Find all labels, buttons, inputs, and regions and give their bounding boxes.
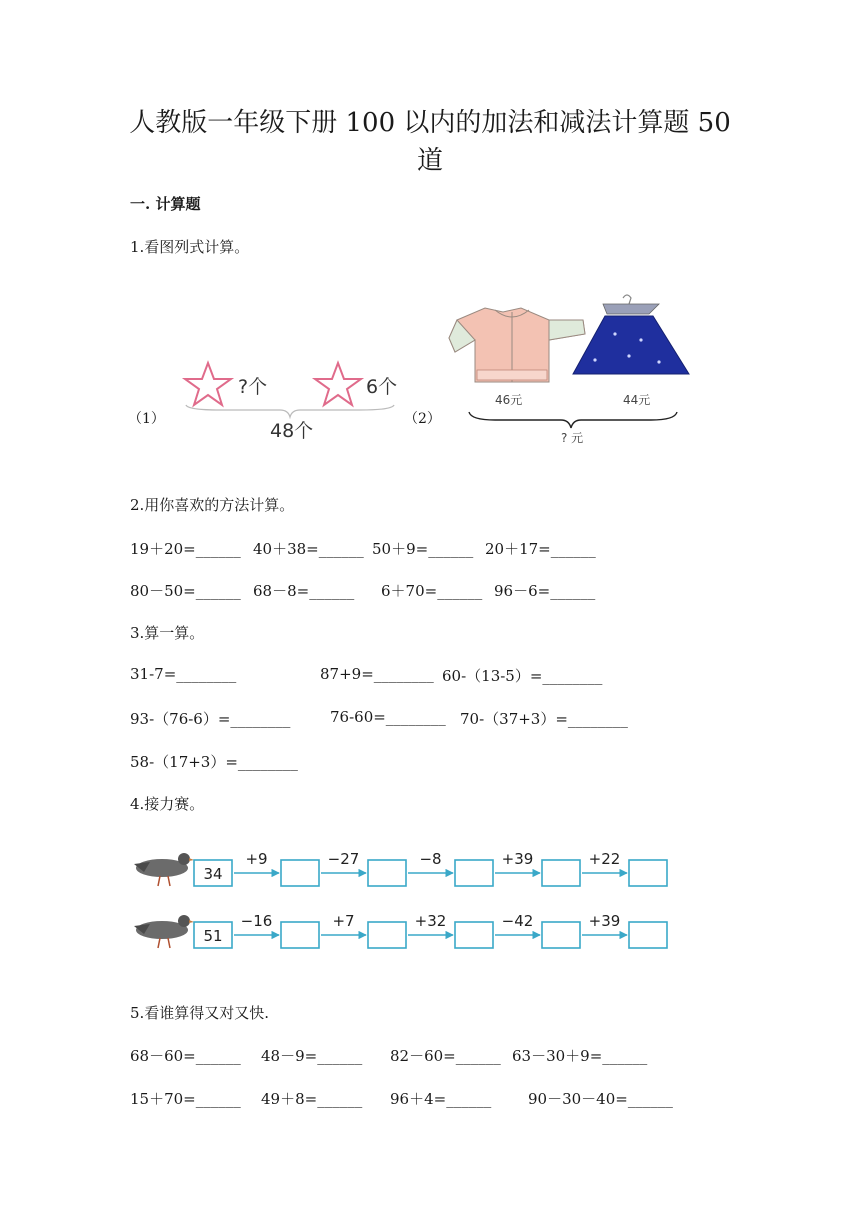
equation: 19＋20=______ (130, 540, 241, 558)
equation: 82－60=______ (390, 1047, 501, 1065)
equation-row (0, 665, 860, 687)
equation: 40＋38=______ (253, 540, 364, 558)
relay-race-figure (130, 840, 670, 960)
equation: 50＋9=______ (372, 540, 474, 558)
skirt-price-label: 44元 (623, 393, 651, 407)
equation: 96－6=______ (494, 582, 596, 600)
equation: 20＋17=______ (485, 540, 596, 558)
answer-box[interactable] (455, 860, 493, 886)
equation-row (0, 1045, 860, 1067)
answer-box[interactable] (455, 922, 493, 948)
equation-row (0, 708, 860, 730)
star-left-icon (185, 363, 231, 405)
operation-label: +39 (501, 850, 534, 868)
operation-label: +39 (588, 912, 621, 930)
answer-box[interactable] (542, 922, 580, 948)
answer-box[interactable] (368, 922, 406, 948)
question-1-prompt: 1.看图列式计算。 (130, 238, 250, 256)
equation: 6＋70=______ (381, 582, 483, 600)
question-5-prompt: 5.看谁算得又对又快. (130, 1004, 270, 1022)
question-3-prompt: 3.算一算。 (130, 624, 205, 642)
equation: 90－30－40=______ (528, 1090, 673, 1108)
start-number: 34 (203, 865, 223, 883)
section-heading: 一. 计算题 (130, 195, 201, 213)
star-right-label: 6个 (366, 376, 398, 398)
answer-box[interactable] (629, 922, 667, 948)
answer-box[interactable] (542, 860, 580, 886)
operation-label: +22 (588, 850, 621, 868)
clothes-figure (445, 290, 695, 450)
figure-2-label: （2） (404, 411, 441, 427)
operation-label: −16 (240, 912, 273, 930)
figure-1-label: （1） (128, 411, 165, 427)
start-number: 51 (203, 927, 223, 945)
answer-box[interactable] (281, 922, 319, 948)
equation-row (0, 580, 860, 602)
equation-row (0, 751, 860, 773)
skirt-icon (573, 295, 689, 374)
pigeon-icon (134, 915, 194, 948)
equation: 68－8=______ (253, 582, 355, 600)
star-right-icon (315, 363, 361, 405)
operation-label: +7 (332, 912, 355, 930)
equation: 49＋8=______ (261, 1090, 363, 1108)
operation-label: −42 (501, 912, 534, 930)
equation: 58-（17+3）=________ (130, 753, 298, 771)
equation: 60-（13-5）=________ (442, 667, 603, 685)
equation: 15＋70=______ (130, 1090, 241, 1108)
operation-label: +32 (414, 912, 447, 930)
stars-figure (180, 355, 410, 445)
equation: 68－60=______ (130, 1047, 241, 1065)
answer-box[interactable] (368, 860, 406, 886)
brace-icon (469, 412, 677, 428)
jacket-price-label: 46元 (495, 393, 523, 407)
equation: 31-7=________ (130, 665, 237, 683)
equation-row (0, 538, 860, 560)
operation-label: −8 (419, 850, 442, 868)
total-price-label: ? 元 (561, 431, 584, 445)
operation-label: −27 (327, 850, 360, 868)
answer-box[interactable] (281, 860, 319, 886)
equation: 87+9=________ (320, 665, 434, 683)
operation-label: +9 (245, 850, 268, 868)
question-2-prompt: 2.用你喜欢的方法计算。 (130, 496, 295, 514)
pigeon-icon (134, 853, 194, 886)
equation: 76-60=________ (330, 708, 446, 726)
question-4-prompt: 4.接力赛。 (130, 795, 205, 813)
equation: 63－30＋9=______ (512, 1047, 648, 1065)
equation-row (0, 1088, 860, 1110)
stars-total-label: 48个 (270, 420, 314, 442)
equation: 70-（37+3）=________ (460, 710, 628, 728)
equation: 48－9=______ (261, 1047, 363, 1065)
jacket-icon (449, 308, 585, 382)
brace-icon (186, 405, 394, 417)
equation: 80－50=______ (130, 582, 241, 600)
page-title: 人教版一年级下册 100 以内的加法和减法计算题 50 道 (129, 108, 731, 176)
equation: 96＋4=______ (390, 1090, 492, 1108)
equation: 93-（76-6）=________ (130, 710, 291, 728)
answer-box[interactable] (629, 860, 667, 886)
star-left-label: ?个 (238, 376, 268, 398)
